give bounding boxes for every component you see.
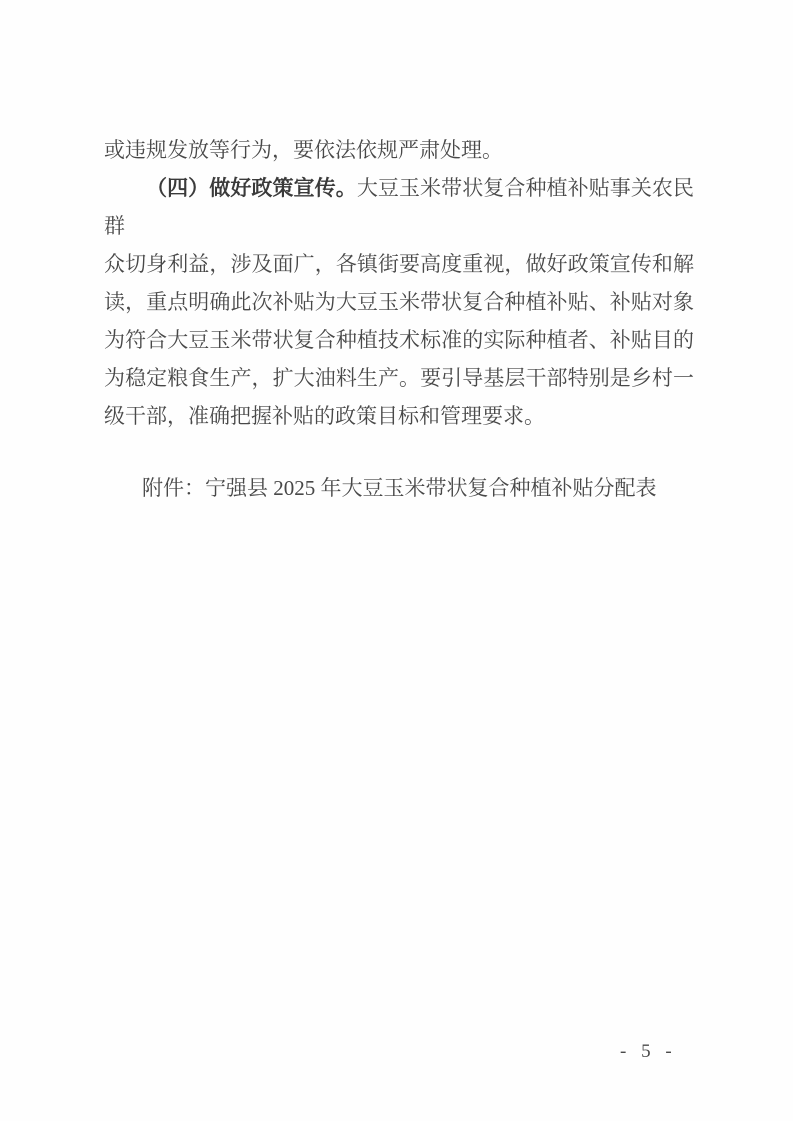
section-body-start: 大豆玉米带状复合种植补贴事关农民群 <box>104 176 695 238</box>
page-number: - 5 - <box>620 1041 677 1062</box>
section-heading: （四）做好政策宣传。 <box>146 176 357 200</box>
attachment-title: 宁强县 2025 年大豆玉米带状复合种植补贴分配表 <box>205 476 657 500</box>
document-body <box>104 131 694 507</box>
paragraph-closing-line: 或违规发放等行为，要依法依规严肃处理。 <box>104 138 503 162</box>
section-heading-line <box>104 169 694 245</box>
attachment-label: 附件： <box>142 476 205 500</box>
section-body-line: 为符合大豆玉米带状复合种植技术标准的实际种植者、补贴目的 <box>104 328 694 352</box>
attachment-line <box>104 469 694 507</box>
section-body-last-line: 级干部，准确把握补贴的政策目标和管理要求。 <box>104 404 545 428</box>
section-body-line: 读，重点明确此次补贴为大豆玉米带状复合种植补贴、补贴对象 <box>104 290 694 314</box>
section-body-line: 众切身利益，涉及面广，各镇街要高度重视，做好政策宣传和解 <box>104 252 694 276</box>
section-body-line: 为稳定粮食生产，扩大油料生产。要引导基层干部特别是乡村一 <box>104 366 694 390</box>
